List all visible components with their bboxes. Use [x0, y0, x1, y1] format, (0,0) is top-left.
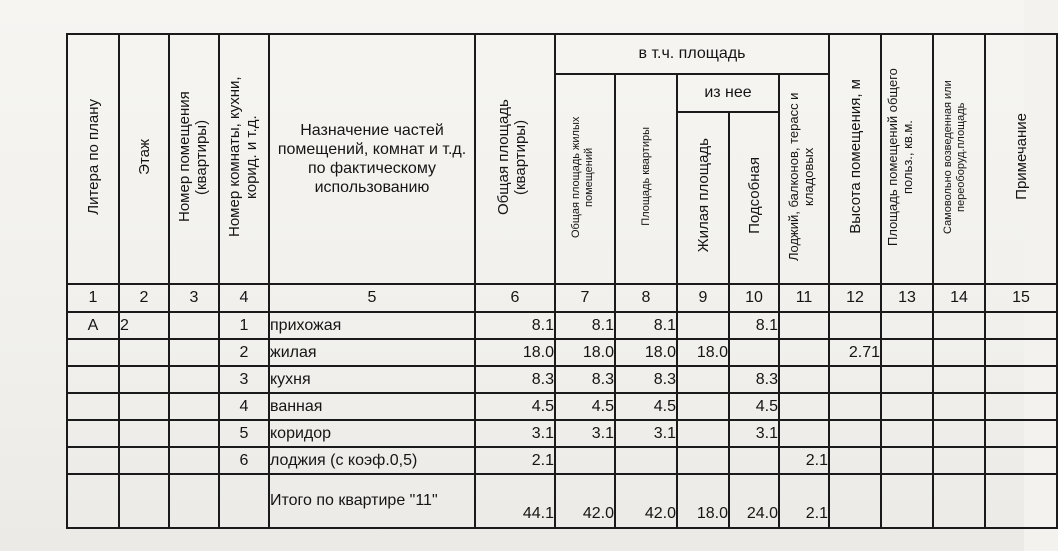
table-row	[67, 393, 1057, 420]
cell-litera	[67, 420, 119, 447]
cell-common	[881, 447, 933, 474]
cell-living: 18.0	[677, 339, 729, 366]
header-col-4	[219, 34, 269, 284]
cell-height	[829, 312, 881, 339]
header-col-13-label: Площадь помещений общего польз., кв.м.	[885, 67, 915, 246]
cell-unauth	[933, 366, 985, 393]
col-number: 8	[615, 284, 677, 312]
cell-floor	[119, 447, 169, 474]
header-col-9-label: Жилая площадь	[694, 138, 712, 253]
header-col-4-label: Номер комнаты, кухни, корид. и т.д.	[226, 76, 260, 237]
header-col-1	[67, 34, 119, 284]
cell-loggia	[779, 312, 829, 339]
column-number-row	[67, 284, 1057, 312]
cell-purpose: лоджия (с коэф.0,5)	[269, 447, 475, 474]
header-group	[555, 34, 829, 74]
cell-note	[985, 339, 1057, 366]
cell-litera	[67, 393, 119, 420]
col-number: 12	[829, 284, 881, 312]
cell-floor	[119, 420, 169, 447]
header-col-2-label: Этаж	[135, 138, 153, 175]
header-subgroup	[677, 74, 779, 112]
header-col-15-label: Примечание	[1012, 113, 1030, 200]
cell-room: 3	[219, 366, 269, 393]
cell-purpose: коридор	[269, 420, 475, 447]
cell-unauth	[933, 393, 985, 420]
total-loggia: 2.1	[779, 474, 829, 528]
total-empty-cell	[169, 474, 219, 528]
cell-litera	[67, 339, 119, 366]
cell-litera	[67, 366, 119, 393]
cell-common	[881, 366, 933, 393]
total-empty-cell	[219, 474, 269, 528]
table-row	[67, 447, 1057, 474]
cell-total: 8.3	[475, 366, 555, 393]
cell-aux: 4.5	[729, 393, 779, 420]
table-row	[67, 312, 1057, 339]
cell-floor: 2	[119, 312, 169, 339]
cell-room: 4	[219, 393, 269, 420]
header-col-5-label: Назначение частей помещений, комнат и т.д. по фактическому использованию	[277, 122, 467, 196]
cell-total: 8.1	[475, 312, 555, 339]
cell-living	[677, 393, 729, 420]
header-col-13	[881, 34, 933, 284]
cell-apt	[169, 312, 219, 339]
cell-aux: 8.1	[729, 312, 779, 339]
header-col-10-label: Подсобная	[745, 157, 763, 234]
header-col-2	[119, 34, 169, 284]
cell-floor	[119, 339, 169, 366]
cell-living-total: 8.1	[555, 312, 615, 339]
cell-total: 4.5	[475, 393, 555, 420]
cell-unauth	[933, 447, 985, 474]
cell-note	[985, 420, 1057, 447]
total-empty-cell	[933, 474, 985, 528]
header-col-10	[729, 112, 779, 284]
header-col-14-label: Самовольно возведенная или переоборуд.площадь	[942, 79, 967, 234]
total-label: Итого по квартире "11"	[269, 474, 475, 528]
total-row	[67, 474, 1057, 528]
col-number: 15	[985, 284, 1057, 312]
cell-floor	[119, 366, 169, 393]
header-col-12-label: Высота помещения, м	[846, 79, 864, 234]
cell-apt-area: 4.5	[615, 393, 677, 420]
total-total: 44.1	[475, 474, 555, 528]
total-empty-cell	[881, 474, 933, 528]
cell-apt	[169, 420, 219, 447]
cell-apt-area: 8.1	[615, 312, 677, 339]
total-aux: 24.0	[729, 474, 779, 528]
header-col-6-label: Общая площадь (квартиры)	[495, 98, 529, 215]
cell-common	[881, 420, 933, 447]
col-number: 7	[555, 284, 615, 312]
cell-apt	[169, 393, 219, 420]
cell-height	[829, 447, 881, 474]
cell-total: 18.0	[475, 339, 555, 366]
cell-loggia	[779, 366, 829, 393]
col-number: 1	[67, 284, 119, 312]
cell-loggia	[779, 339, 829, 366]
col-number: 11	[779, 284, 829, 312]
cell-height	[829, 393, 881, 420]
cell-total: 3.1	[475, 420, 555, 447]
cell-note	[985, 366, 1057, 393]
cell-floor	[119, 393, 169, 420]
col-number: 14	[933, 284, 985, 312]
cell-living-total: 18.0	[555, 339, 615, 366]
header-col-7-label: Общая площадь жилых помещений	[570, 115, 595, 238]
cell-aux	[729, 339, 779, 366]
cell-loggia	[779, 420, 829, 447]
cell-room: 5	[219, 420, 269, 447]
cell-living-total: 4.5	[555, 393, 615, 420]
cell-aux: 8.3	[729, 366, 779, 393]
header-col-15	[985, 34, 1057, 284]
col-number: 6	[475, 284, 555, 312]
header-col-7	[555, 74, 615, 284]
cell-apt-area: 8.3	[615, 366, 677, 393]
header-col-6	[475, 34, 555, 284]
cell-aux: 3.1	[729, 420, 779, 447]
header-col-8	[615, 74, 677, 284]
header-col-1-label: Литера по плану	[84, 98, 102, 215]
top-scan-smudge	[380, 0, 710, 8]
cell-unauth	[933, 420, 985, 447]
total-living: 18.0	[677, 474, 729, 528]
cell-litera: А	[67, 312, 119, 339]
cell-aux	[729, 447, 779, 474]
header-col-12	[829, 34, 881, 284]
header-col-11	[779, 74, 829, 284]
cell-living	[677, 366, 729, 393]
header-subgroup-label: из нее	[704, 84, 752, 101]
cell-unauth	[933, 339, 985, 366]
cell-apt	[169, 339, 219, 366]
total-empty-cell	[67, 474, 119, 528]
header-col-14	[933, 34, 985, 284]
explication-table	[66, 33, 1058, 529]
total-apt-area: 42.0	[615, 474, 677, 528]
col-number: 5	[269, 284, 475, 312]
cell-loggia	[779, 393, 829, 420]
cell-unauth	[933, 312, 985, 339]
cell-common	[881, 312, 933, 339]
cell-common	[881, 393, 933, 420]
cell-living-total: 8.3	[555, 366, 615, 393]
cell-note	[985, 393, 1057, 420]
cell-note	[985, 312, 1057, 339]
cell-apt	[169, 366, 219, 393]
total-empty-cell	[829, 474, 881, 528]
header-col-3	[169, 34, 219, 284]
cell-loggia: 2.1	[779, 447, 829, 474]
header-col-9	[677, 112, 729, 284]
cell-height	[829, 366, 881, 393]
table-row	[67, 366, 1057, 393]
cell-living-total: 3.1	[555, 420, 615, 447]
col-number: 3	[169, 284, 219, 312]
cell-living	[677, 312, 729, 339]
cell-total: 2.1	[475, 447, 555, 474]
cell-apt	[169, 447, 219, 474]
cell-living	[677, 447, 729, 474]
cell-living	[677, 420, 729, 447]
col-number: 13	[881, 284, 933, 312]
header-col-11-label: Лоджий, балконов, терасс и кладовых	[786, 92, 816, 261]
cell-purpose: кухня	[269, 366, 475, 393]
total-living-total: 42.0	[555, 474, 615, 528]
cell-litera	[67, 447, 119, 474]
cell-height	[829, 420, 881, 447]
col-number: 4	[219, 284, 269, 312]
cell-room: 1	[219, 312, 269, 339]
header-col-3-label: Номер помещения (квартиры)	[176, 91, 210, 222]
cell-living-total	[555, 447, 615, 474]
cell-purpose: прихожая	[269, 312, 475, 339]
col-number: 10	[729, 284, 779, 312]
cell-room: 6	[219, 447, 269, 474]
header-group-label: в т.ч. площадь	[638, 45, 746, 62]
cell-purpose: жилая	[269, 339, 475, 366]
header-col-5	[269, 34, 475, 284]
table-row	[67, 420, 1057, 447]
col-number: 9	[677, 284, 729, 312]
cell-apt-area: 18.0	[615, 339, 677, 366]
cell-height: 2.71	[829, 339, 881, 366]
table-row	[67, 339, 1057, 366]
cell-room: 2	[219, 339, 269, 366]
cell-purpose: ванная	[269, 393, 475, 420]
cell-note	[985, 447, 1057, 474]
cell-common	[881, 339, 933, 366]
cell-apt-area: 3.1	[615, 420, 677, 447]
total-empty-cell	[119, 474, 169, 528]
total-empty-cell	[985, 474, 1057, 528]
col-number: 2	[119, 284, 169, 312]
header-col-8-label: Площадь квартиры	[639, 127, 652, 226]
cell-apt-area	[615, 447, 677, 474]
